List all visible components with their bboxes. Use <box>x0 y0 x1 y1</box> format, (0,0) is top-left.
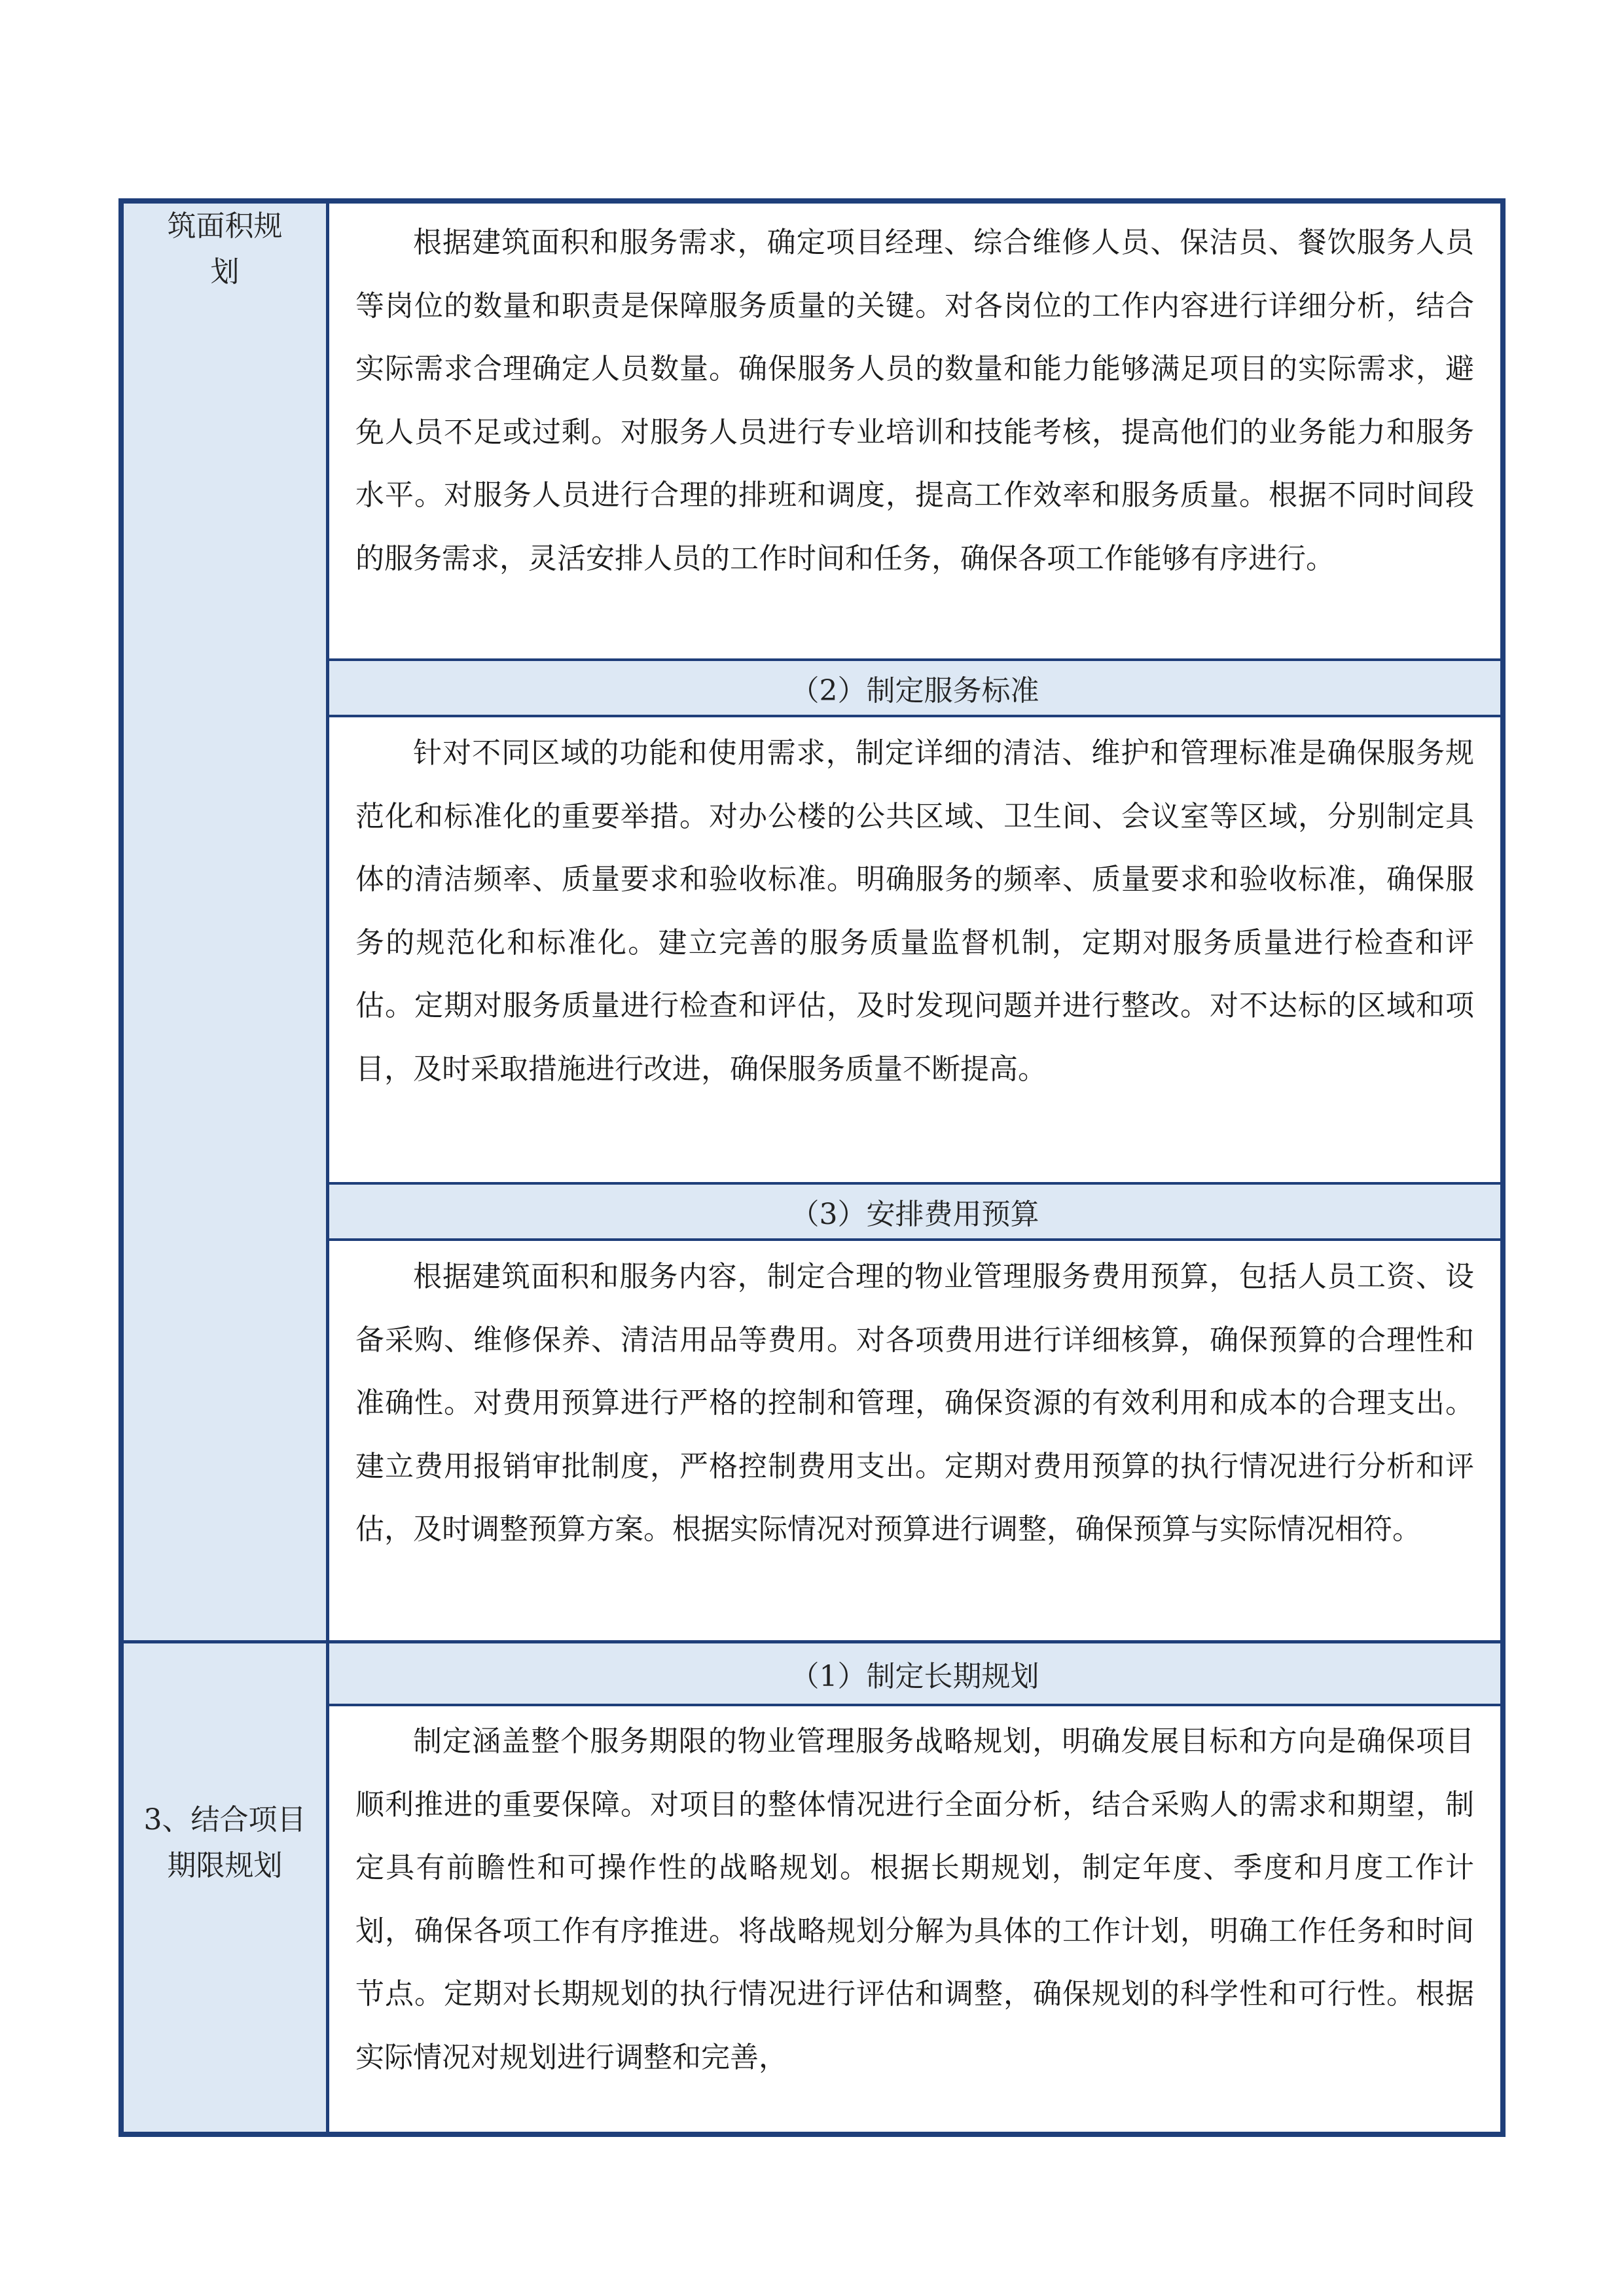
section-heading: （3）安排费用预算 <box>329 1185 1500 1238</box>
row-label: 筑面积规划 <box>167 209 283 289</box>
row-label-cell <box>124 204 329 1640</box>
section-body: 制定涵盖整个服务期限的物业管理服务战略规划，明确发展目标和方向是确保项目顺利推进的重要保障。对项目的整体情况进行全面分析，结合采购人的需求和期望，制定具有前瞻性和可操作性的战略规划。根据长期规划，制定年度、季度和月度工作计划，确保各项工作有序推进。将战略规划分解为具体的工作计划，明确工作任务和时间节点。定期对长期规划的执行情况进行评估和调整，确保规划的科学性和可行性。根据实际情况对规划进行调整和完善， <box>355 1725 1474 2074</box>
row-content <box>329 1643 1500 2132</box>
divider <box>329 1238 1500 1241</box>
section-body: 针对不同区域的功能和使用需求，制定详细的清洁、维护和管理标准是确保服务规范化和标准化的重要举措。对办公楼的公共区域、卫生间、会议室等区域，分别制定具体的清洁频率、质量要求和验收标准。明确服务的频率、质量要求和验收标准，确保服务的规范化和标准化。建立完善的服务质量监督机制，定期对服务质量进行检查和评估。定期对服务质量进行检查和评估，及时发现问题并进行整改。对不达标的区域和项目，及时采取措施进行改进，确保服务质量不断提高。 <box>355 736 1474 1086</box>
divider <box>329 1704 1500 1706</box>
row-label-cell <box>124 1643 329 2132</box>
divider <box>329 715 1500 717</box>
row-content <box>329 204 1500 1640</box>
section-heading: （2）制定服务标准 <box>329 661 1500 715</box>
section-heading: （1）制定长期规划 <box>329 1643 1500 1704</box>
section-body: 根据建筑面积和服务需求，确定项目经理、综合维修人员、保洁员、餐饮服务人员等岗位的数量和职责是保障服务质量的关键。对各岗位的工作内容进行详细分析，结合实际需求合理确定人员数量。确保服务人员的数量和能力能够满足项目的实际需求，避免人员不足或过剩。对服务人员进行专业培训和技能考核，提高他们的业务能力和服务水平。对服务人员进行合理的排班和调度，提高工作效率和服务质量。根据不同时间段的服务需求，灵活安排人员的工作时间和任务，确保各项工作能够有序进行。 <box>355 226 1474 575</box>
row-label: 3、结合项目期限规划 <box>143 1803 306 1882</box>
content-table <box>118 198 1506 2137</box>
section-body: 根据建筑面积和服务内容，制定合理的物业管理服务费用预算，包括人员工资、设备采购、维修保养、清洁用品等费用。对各项费用进行详细核算，确保预算的合理性和准确性。对费用预算进行严格的控制和管理，确保资源的有效利用和成本的合理支出。建立费用报销审批制度，严格控制费用支出。定期对费用预算的执行情况进行分析和评估，及时调整预算方案。根据实际情况对预算进行调整，确保预算与实际情况相符。 <box>355 1260 1474 1546</box>
